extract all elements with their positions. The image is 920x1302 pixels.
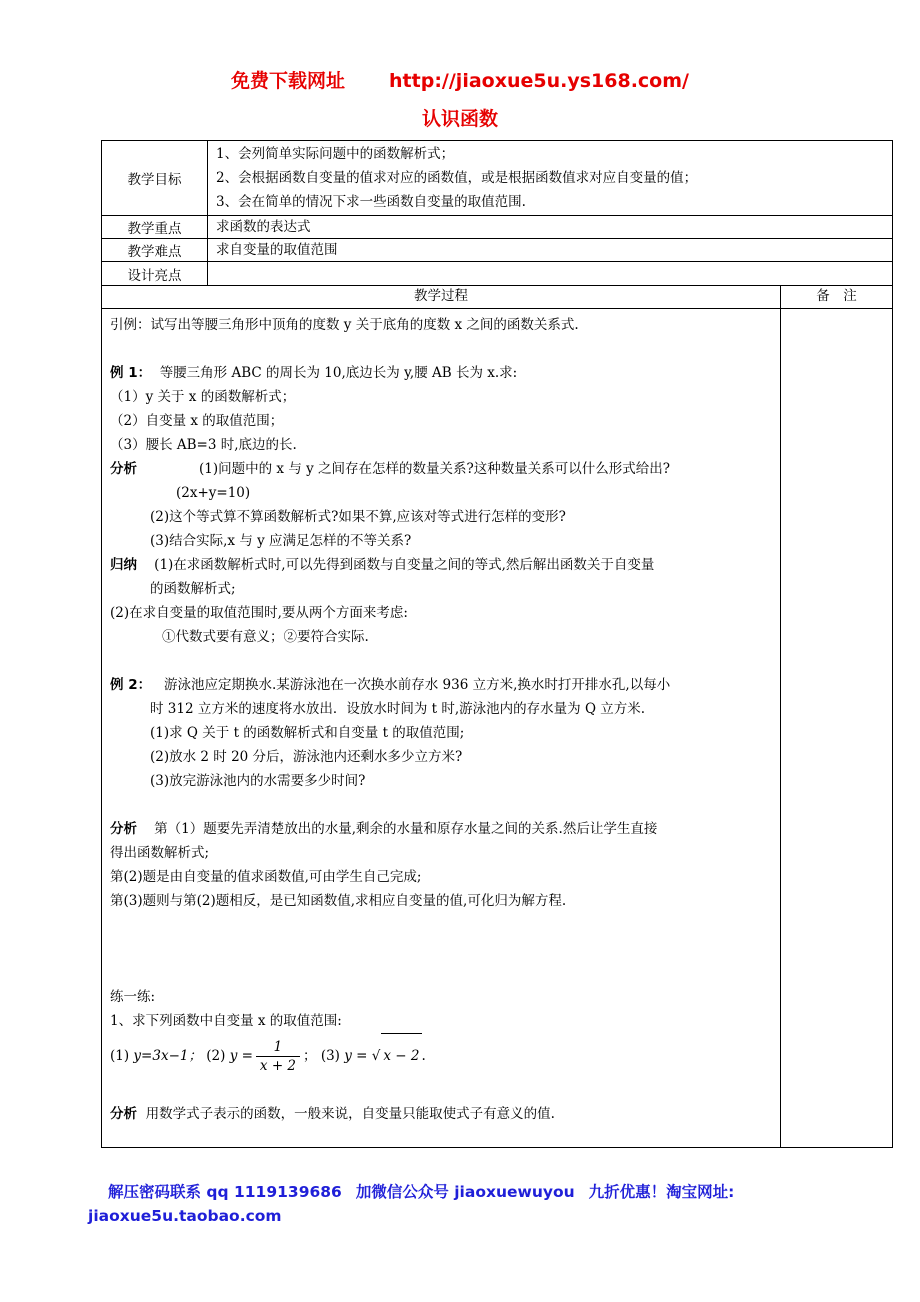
example-1-q2: （2）自变量 x 的取值范围； <box>110 413 284 429</box>
formula-1: y=3x−1； <box>133 1048 202 1064</box>
analysis-2-a1b: 得出函数解析式; <box>110 845 210 861</box>
notes-header: 备 注 <box>781 286 893 309</box>
highlight-label: 设计亮点 <box>102 262 208 286</box>
key-point-value: 求函数的表达式 <box>216 219 311 235</box>
analysis-1 <box>110 457 774 481</box>
footer-promo: 九折优惠！淘宝网址: <box>588 1183 735 1201</box>
final-analysis-label: 分析 <box>110 1106 137 1122</box>
process-header: 教学过程 <box>102 286 781 309</box>
formula-3-lhs: y = <box>344 1048 368 1064</box>
goals-content <box>208 141 893 216</box>
formula-2-prefix: (2) <box>206 1048 226 1064</box>
formula-2-suffix: ； <box>303 1048 317 1064</box>
example-2-label: 例 2： <box>110 677 152 693</box>
analysis-2 <box>110 817 774 841</box>
formula-2-numerator: 1 <box>256 1038 300 1057</box>
download-banner <box>0 66 920 93</box>
formula-2-denominator: x + 2 <box>259 1058 297 1074</box>
example-1-text: 等腰三角形 ABC 的周长为 10,底边长为 y,腰 AB 长为 x.求: <box>159 365 518 381</box>
footer-wechat: 加微信公众号 jiaoxuewuyou <box>355 1183 575 1201</box>
example-2-q2: (2)放水 2 时 20 分后，游泳池内还剩水多少立方米? <box>150 749 463 765</box>
analysis-1-q3: (3)结合实际,x 与 y 应满足怎样的不等关系? <box>150 533 412 549</box>
analysis-1-q2: (2)这个等式算不算函数解析式?如果不算,应该对等式进行怎样的变形? <box>150 509 566 525</box>
notes-cell <box>781 309 893 1148</box>
formula-2-lhs: y = <box>229 1048 253 1064</box>
summary-2: (2)在求自变量的取值范围时,要从两个方面来考虑: <box>110 605 408 621</box>
analysis-2-a1a: 第（1）题要先弄清楚放出的水量,剩余的水量和原存水量之间的关系.然后让学生直接 <box>154 821 658 837</box>
process-content <box>102 309 781 1148</box>
download-label: 免费下载网址 <box>231 70 346 92</box>
difficulty-label: 教学难点 <box>102 239 208 262</box>
footer-shop-link[interactable]: jiaoxue5u.taobao.com <box>88 1207 282 1225</box>
analysis-1-equation: (2x+y=10) <box>176 485 251 501</box>
analysis-1-q1: (1)问题中的 x 与 y 之间存在怎样的数量关系?这种数量关系可以什么形式给出? <box>199 461 671 477</box>
analysis-2-label: 分析 <box>110 821 137 837</box>
footer <box>88 1180 735 1228</box>
analysis-2-a3: 第(3)题则与第(2)题相反，是已知函数值,求相应自变量的值,可化归为解方程. <box>110 893 567 909</box>
process-header-row <box>102 286 893 309</box>
difficulty-value: 求自变量的取值范围 <box>216 242 338 258</box>
difficulty-row <box>102 239 893 262</box>
example-2 <box>110 673 774 697</box>
summary-1a: (1)在求函数解析式时,可以先得到函数与自变量之间的等式,然后解出函数关于自变量 <box>154 557 655 573</box>
formula-3-prefix: (3) <box>320 1048 340 1064</box>
final-analysis-text: 用数学式子表示的函数，一般来说，自变量只能取使式子有意义的值. <box>145 1106 555 1122</box>
summary-2b: ①代数式要有意义；②要符合实际. <box>162 629 369 645</box>
analysis-2-a2: 第(2)题是由自变量的值求函数值,可由学生自己完成; <box>110 869 422 885</box>
lesson-plan-table <box>101 140 893 1148</box>
practice-label: 练一练: <box>110 989 156 1005</box>
page-title: 认识函数 <box>421 108 498 130</box>
summary-label: 归纳 <box>110 557 137 573</box>
intro-text: 引例：试写出等腰三角形中顶角的度数 y 关于底角的度数 x 之间的函数关系式. <box>110 317 579 333</box>
example-1-label: 例 1： <box>110 365 152 381</box>
goals-label: 教学目标 <box>102 141 208 216</box>
example-2-text-b: 时 312 立方米的速度将水放出．设放水时间为 t 时,游泳池内的存水量为 Q 立方米. <box>150 701 646 717</box>
summary-1b: 的函数解析式; <box>150 581 236 597</box>
key-point-cell <box>208 216 893 239</box>
analysis-label: 分析 <box>110 461 137 477</box>
example-2-q1: (1)求 Q 关于 t 的函数解析式和自变量 t 的取值范围; <box>150 725 465 741</box>
difficulty-cell <box>208 239 893 262</box>
example-1-q1: （1）y 关于 x 的函数解析式； <box>110 389 296 405</box>
goal-line-2: 2、会根据函数自变量的值求对应的函数值，或是根据函数值求对应自变量的值； <box>216 170 698 186</box>
goal-line-3: 3、会在简单的情况下求一些函数自变量的取值范围. <box>216 194 526 210</box>
key-point-label: 教学重点 <box>102 216 208 239</box>
formula-1-prefix: (1) <box>110 1048 130 1064</box>
sqrt-symbol: √ <box>371 1048 381 1064</box>
goals-row <box>102 141 893 216</box>
example-1 <box>110 361 774 385</box>
process-row <box>102 309 893 1148</box>
final-analysis <box>110 1102 774 1126</box>
highlight-cell <box>208 262 893 286</box>
example-2-text-a: 游泳池应定期换水.某游泳池在一次换水前存水 936 立方米,换水时打开排水孔,以每小 <box>163 677 671 693</box>
key-point-row <box>102 216 893 239</box>
formula-3-suffix: . <box>421 1048 426 1064</box>
practice-formulas <box>110 1033 774 1078</box>
formula-3-radicand: x − 2 <box>381 1033 421 1078</box>
practice-question: 1、求下列函数中自变量 x 的取值范围: <box>110 1013 342 1029</box>
summary <box>110 553 774 577</box>
download-link[interactable]: http://jiaoxue5u.ys168.com/ <box>389 70 689 92</box>
footer-contact: 解压密码联系 qq 1119139686 <box>108 1183 342 1201</box>
example-1-q3: （3）腰长 AB=3 时,底边的长. <box>110 437 297 453</box>
highlight-row <box>102 262 893 286</box>
formula-2-fraction <box>256 1038 300 1075</box>
example-2-q3: (3)放完游泳池内的水需要多少时间? <box>150 773 366 789</box>
goal-line-1: 1、会列简单实际问题中的函数解析式； <box>216 146 455 162</box>
footer-line-1 <box>108 1180 734 1204</box>
